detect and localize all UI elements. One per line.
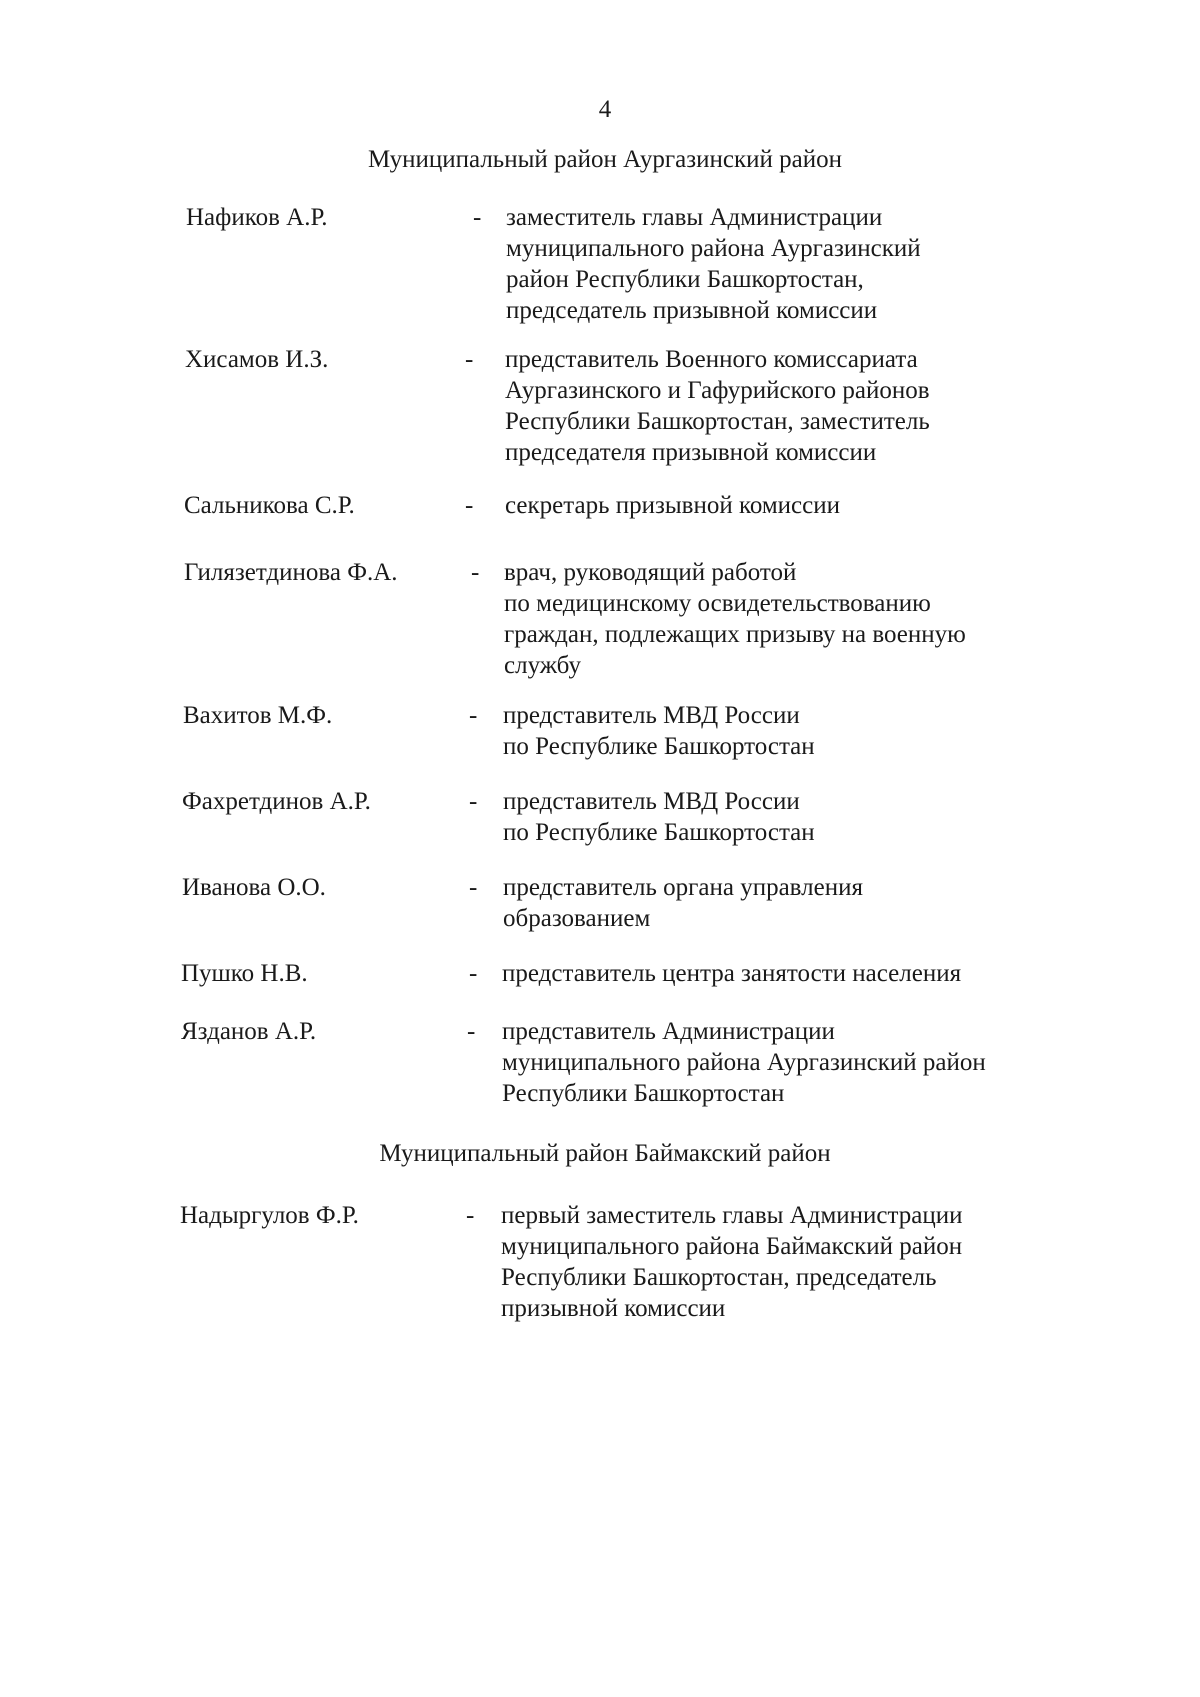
role-line: заместитель главы Администрации [506, 204, 883, 231]
role-line: первый заместитель главы Администрации [501, 1202, 963, 1229]
dash-separator: - [469, 960, 478, 987]
dash-separator: - [465, 346, 474, 373]
member-role [505, 490, 1035, 521]
member-name: Сальникова С.Р. [184, 492, 355, 519]
role-line: по Республике Башкортостан [503, 819, 815, 846]
role-line: Республики Башкортостан, заместитель [505, 408, 930, 435]
member-name: Нафиков А.Р. [186, 204, 328, 231]
member-name: Фахретдинов А.Р. [182, 788, 371, 815]
role-line: Республики Башкортостан, председатель [501, 1264, 937, 1291]
dash-separator: - [473, 204, 482, 231]
section-title-aurgazinsky: Муниципальный район Аургазинский район [368, 146, 842, 173]
role-line: муниципального района Аургазинский район [502, 1049, 986, 1076]
role-line: председателя призывной комиссии [505, 439, 877, 466]
role-line: представитель МВД России [503, 788, 800, 815]
role-line: граждан, подлежащих призыву на военную [504, 621, 966, 648]
dash-separator: - [469, 702, 478, 729]
role-line: врач, руководящий работой [504, 559, 797, 586]
member-role [503, 700, 1033, 762]
member-role [501, 1200, 1031, 1324]
member-role [503, 786, 1033, 848]
role-line: службу [504, 652, 581, 679]
role-line: муниципального района Аургазинский [506, 235, 921, 262]
role-line: Республики Башкортостан [502, 1080, 785, 1107]
role-line: призывной комиссии [501, 1295, 726, 1322]
role-line: представитель МВД России [503, 702, 800, 729]
member-name: Гилязетдинова Ф.А. [184, 559, 398, 586]
role-line: представитель органа управления [503, 874, 863, 901]
role-line: председатель призывной комиссии [506, 297, 878, 324]
member-name: Пушко Н.В. [181, 960, 308, 987]
role-line: Аургазинского и Гафурийского районов [505, 377, 930, 404]
role-line: по Республике Башкортостан [503, 733, 815, 760]
member-role [506, 202, 1036, 326]
member-role [502, 1016, 1032, 1109]
member-role [504, 557, 1034, 681]
dash-separator: - [469, 788, 478, 815]
role-line: представитель Администрации [502, 1018, 835, 1045]
member-name: Надыргулов Ф.Р. [180, 1202, 359, 1229]
member-name: Хисамов И.З. [185, 346, 329, 373]
role-line: образованием [503, 905, 651, 932]
member-name: Вахитов М.Ф. [183, 702, 333, 729]
member-role [505, 344, 1035, 468]
dash-separator: - [466, 1202, 475, 1229]
member-name: Иванова О.О. [182, 874, 326, 901]
role-line: по медицинскому освидетельствованию [504, 590, 931, 617]
member-name: Язданов А.Р. [181, 1018, 317, 1045]
member-role [503, 872, 1033, 934]
member-role [502, 958, 1032, 989]
role-line: муниципального района Баймакский район [501, 1233, 963, 1260]
section-title-baymaksky: Муниципальный район Баймакский район [379, 1140, 831, 1167]
role-line: представитель Военного комиссариата [505, 346, 918, 373]
role-line: район Республики Башкортостан, [506, 266, 864, 293]
dash-separator: - [467, 1018, 476, 1045]
dash-separator: - [469, 874, 478, 901]
dash-separator: - [465, 492, 474, 519]
page-number: 4 [598, 96, 612, 123]
role-line: представитель центра занятости населения [502, 960, 962, 987]
dash-separator: - [471, 559, 480, 586]
role-line: секретарь призывной комиссии [505, 492, 841, 519]
